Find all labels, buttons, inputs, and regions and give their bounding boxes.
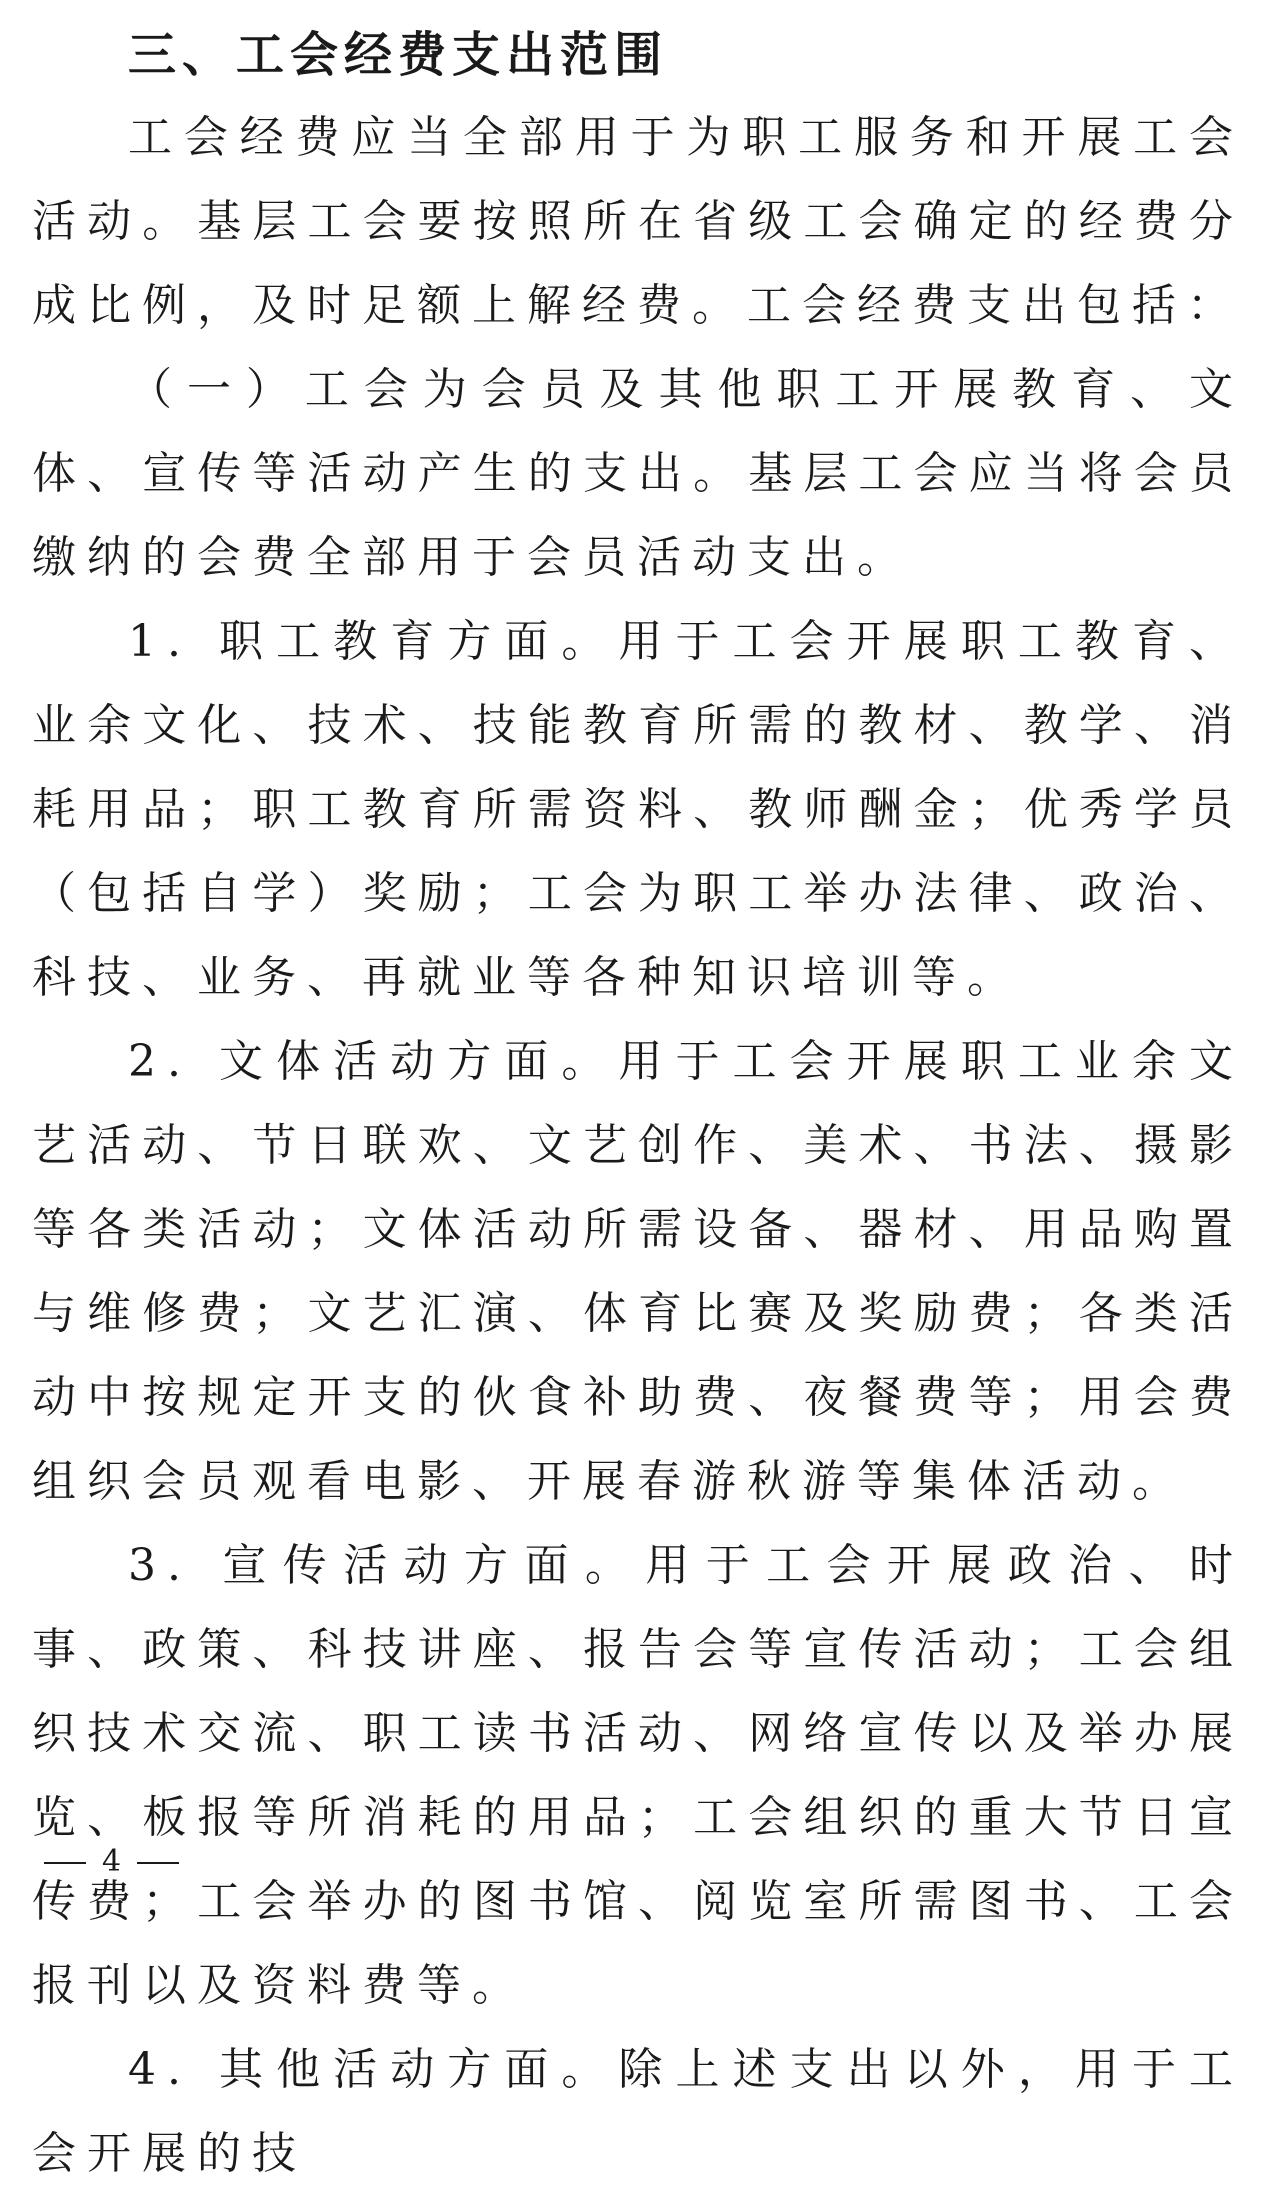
paragraph-education: 1. 职工教育方面。用于工会开展职工教育、业余文化、技术、技能教育所需的教材、教学、消耗用品；职工教育所需资料、教师酬金；优秀学员（包括自学）奖励；工会为职工举办法律、政治、科技、业务、再就业等各种知识培训等。 [32, 616, 1244, 1003]
page-footer [44, 1842, 179, 1882]
section-heading: 三、工会经费支出范围 [128, 27, 669, 83]
paragraph-intro: 工会经费应当全部用于为职工服务和开展工会活动。基层工会要按照所在省级工会确定的经费分成比例，及时足额上解经费。工会经费支出包括： [32, 112, 1244, 331]
paragraph-publicity: 3. 宣传活动方面。用于工会开展政治、时事、政策、科技讲座、报告会等宣传活动；工会组织技术交流、职工读书活动、网络宣传以及举办展览、板报等所消耗的用品；工会组织的重大节日宣传费；工会举办的图书馆、阅览室所需图书、工会报刊以及资料费等。 [32, 1540, 1244, 2011]
page-number: 4 [102, 1844, 122, 1879]
paragraph-culture-sports: 2. 文体活动方面。用于工会开展职工业余文艺活动、节日联欢、文艺创作、美术、书法、摄影等各类活动；文体活动所需设备、器材、用品购置与维修费；文艺汇演、体育比赛及奖励费；各类活动中按规定开支的伙食补助费、夜餐费等；用会费组织会员观看电影、开展春游秋游等集体活动。 [32, 1036, 1244, 1507]
footer-dash-right [137, 1862, 179, 1864]
document-page [32, 14, 1244, 2196]
paragraph-other: 4. 其他活动方面。除上述支出以外，用于工会开展的技 [32, 2044, 1244, 2179]
paragraph-item-1: （一）工会为会员及其他职工开展教育、文体、宣传等活动产生的支出。基层工会应当将会员缴纳的会费全部用于会员活动支出。 [32, 364, 1244, 583]
footer-dash-left [44, 1862, 86, 1864]
